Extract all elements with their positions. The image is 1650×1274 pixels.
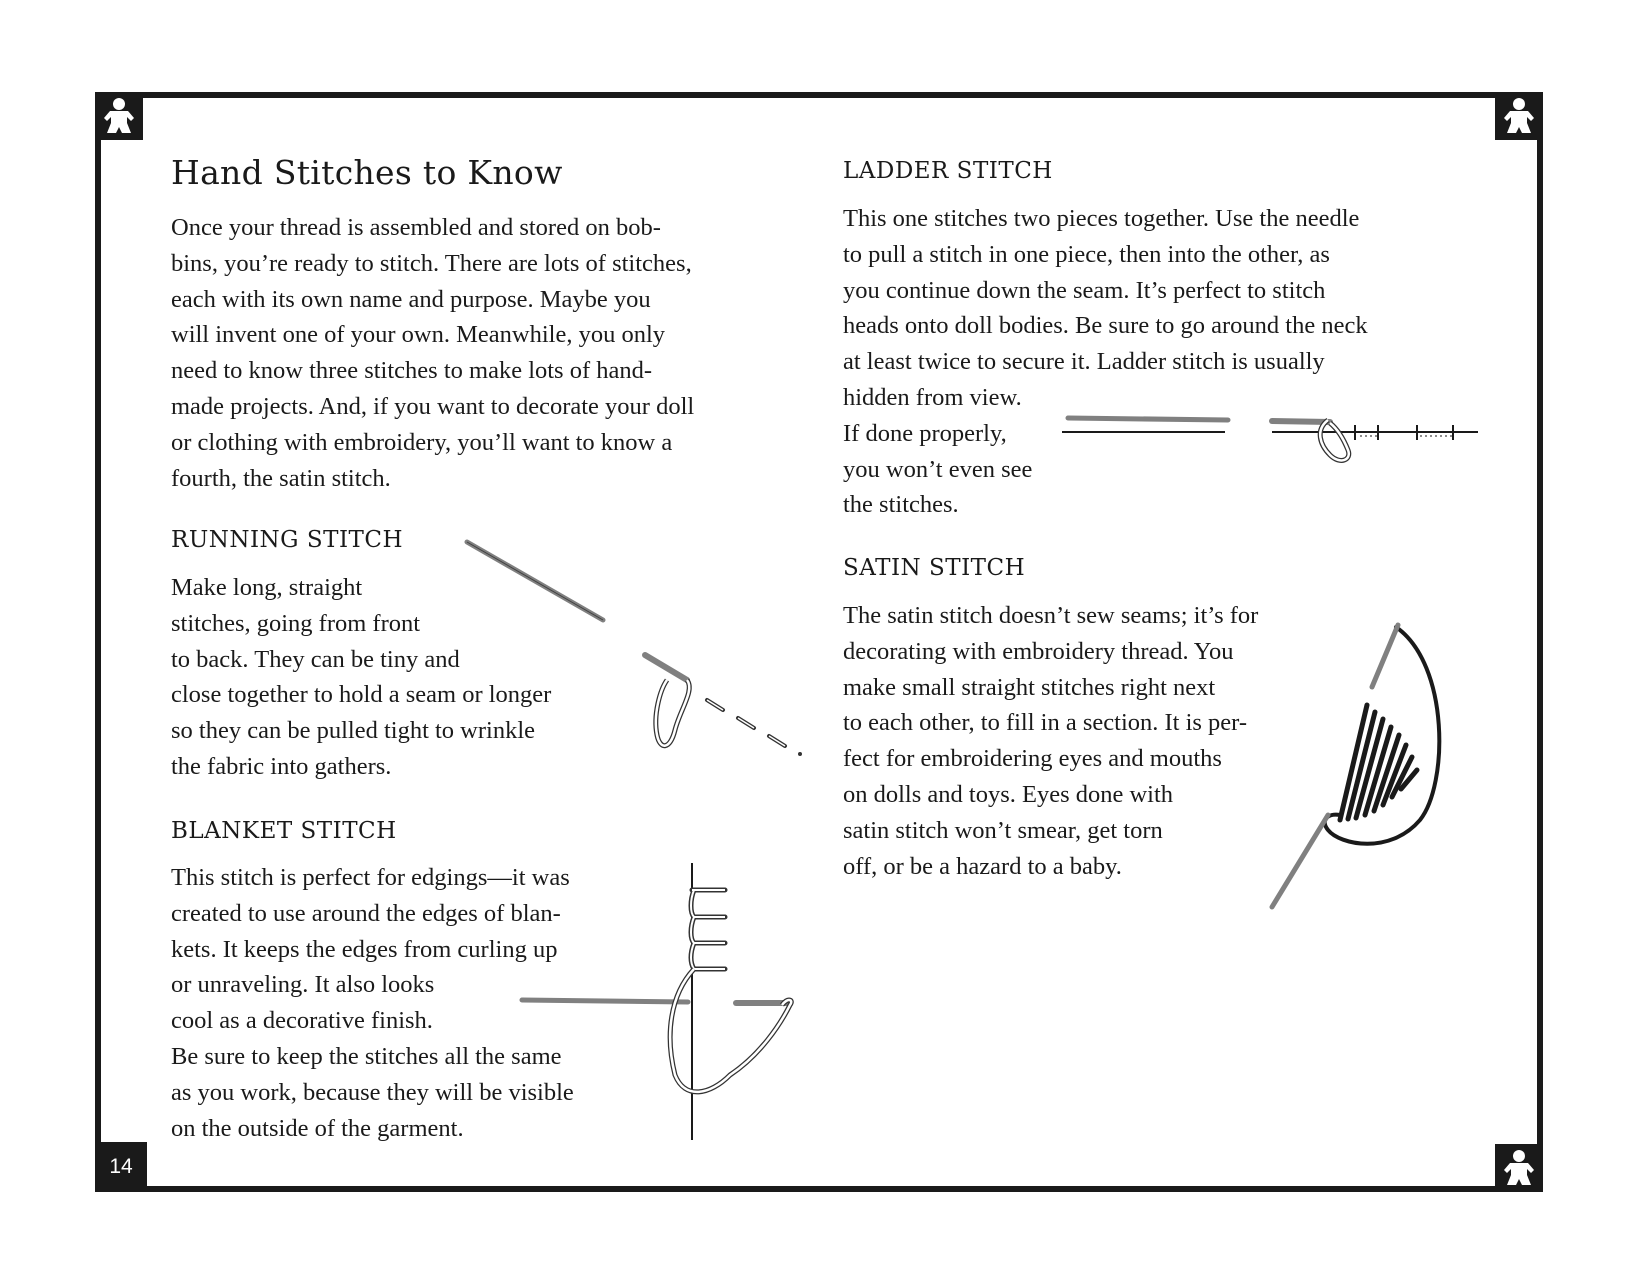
doll-icon <box>103 97 135 135</box>
blanket-stitches <box>691 890 725 969</box>
text-line: you continue down the seam. It’s perfect to stitch <box>843 276 1326 304</box>
text-line: cool as a decorative finish. <box>171 1007 433 1035</box>
text-line: close together to hold a seam or longer <box>171 681 552 709</box>
text-line: created to use around the edges of blan- <box>171 899 561 927</box>
corner-doll-bottom-right <box>1495 1144 1543 1192</box>
text-line: fect for embroidering eyes and mouths <box>843 745 1222 773</box>
text-line: on dolls and toys. Eyes done with <box>843 780 1174 808</box>
text-line: the stitches. <box>843 491 959 519</box>
text-line: so they can be pulled tight to wrinkle <box>171 717 536 745</box>
text-line: heads onto doll bodies. Be sure to go around the neck <box>843 312 1368 340</box>
text-line: made projects. And, if you want to decorate your doll <box>171 392 695 420</box>
intro-paragraph <box>171 210 694 496</box>
text-line: kets. It keeps the edges from curling up <box>171 935 558 963</box>
doll-icon <box>1503 1149 1535 1187</box>
satin-stitch-illustration <box>1260 615 1450 915</box>
needle <box>522 1000 688 1002</box>
blanket-stitch-heading: BLANKET STITCH <box>171 818 397 844</box>
text-line: Be sure to keep the stitches all the same <box>171 1042 562 1070</box>
satin-stitch-paragraph <box>843 598 1258 884</box>
text-line: you won’t even see <box>843 455 1033 483</box>
blanket-stitch-paragraph <box>171 860 574 1146</box>
running-stitch-illustration <box>455 530 805 770</box>
text-line: This one stitches two pieces together. Use the needle <box>843 205 1360 232</box>
text-line: off, or be a hazard to a baby. <box>843 852 1122 880</box>
text-line: will invent one of your own. Meanwhile, you only <box>171 321 666 349</box>
text-line: make small straight stitches right next <box>843 673 1216 701</box>
needle <box>1068 418 1228 420</box>
doll-icon <box>1503 97 1535 135</box>
corner-doll-top-left <box>95 92 143 140</box>
ladder-stitch-illustration <box>1060 405 1480 485</box>
page-title: Hand Stitches to Know <box>171 153 563 192</box>
text-line: This stitch is perfect for edgings—it was <box>171 864 570 891</box>
text-line: stitches, going from front <box>171 609 421 637</box>
satin-stitch-heading: SATIN STITCH <box>843 555 1026 581</box>
corner-doll-top-right <box>1495 92 1543 140</box>
text-line: as you work, because they will be visible <box>171 1078 574 1106</box>
satin-stitches <box>1340 705 1417 820</box>
ladder-stitch-heading: LADDER STITCH <box>843 158 1053 184</box>
needle <box>1372 625 1398 687</box>
page-number: 14 <box>95 1142 147 1192</box>
text-line: or unraveling. It also looks <box>171 971 435 999</box>
text-line: the fabric into gathers. <box>171 752 392 780</box>
needle <box>645 655 687 680</box>
text-line: to back. They can be tiny and <box>171 645 460 673</box>
text-line: hidden from view. <box>843 383 1022 411</box>
text-line: satin stitch won’t smear, get torn <box>843 816 1163 844</box>
text-line: each with its own name and purpose. Maybe you <box>171 285 651 313</box>
text-line: bins, you’re ready to stitch. There are lots of stitches, <box>171 249 692 277</box>
text-line: to each other, to fill in a section. It is per- <box>843 709 1248 737</box>
needle <box>1272 421 1330 422</box>
text-line: Make long, straight <box>171 574 363 601</box>
text-line: The satin stitch doesn’t sew seams; it’s for <box>843 602 1259 629</box>
text-line: to pull a stitch in one piece, then into the other, as <box>843 240 1330 268</box>
text-line: fourth, the satin stitch. <box>171 464 391 492</box>
running-stitch-heading: RUNNING STITCH <box>171 527 404 553</box>
text-line: decorating with embroidery thread. You <box>843 637 1234 665</box>
needle <box>1272 815 1328 907</box>
text-line: Once your thread is assembled and stored on bob- <box>171 214 661 241</box>
text-line: at least twice to secure it. Ladder stitch is usually <box>843 348 1325 376</box>
text-line: need to know three stitches to make lots of hand- <box>171 357 653 385</box>
blanket-stitch-illustration <box>520 855 820 1145</box>
text-line: or clothing with embroidery, you’ll want to know a <box>171 428 673 456</box>
text-line: If done properly, <box>843 419 1007 447</box>
text-line: on the outside of the garment. <box>171 1114 464 1142</box>
